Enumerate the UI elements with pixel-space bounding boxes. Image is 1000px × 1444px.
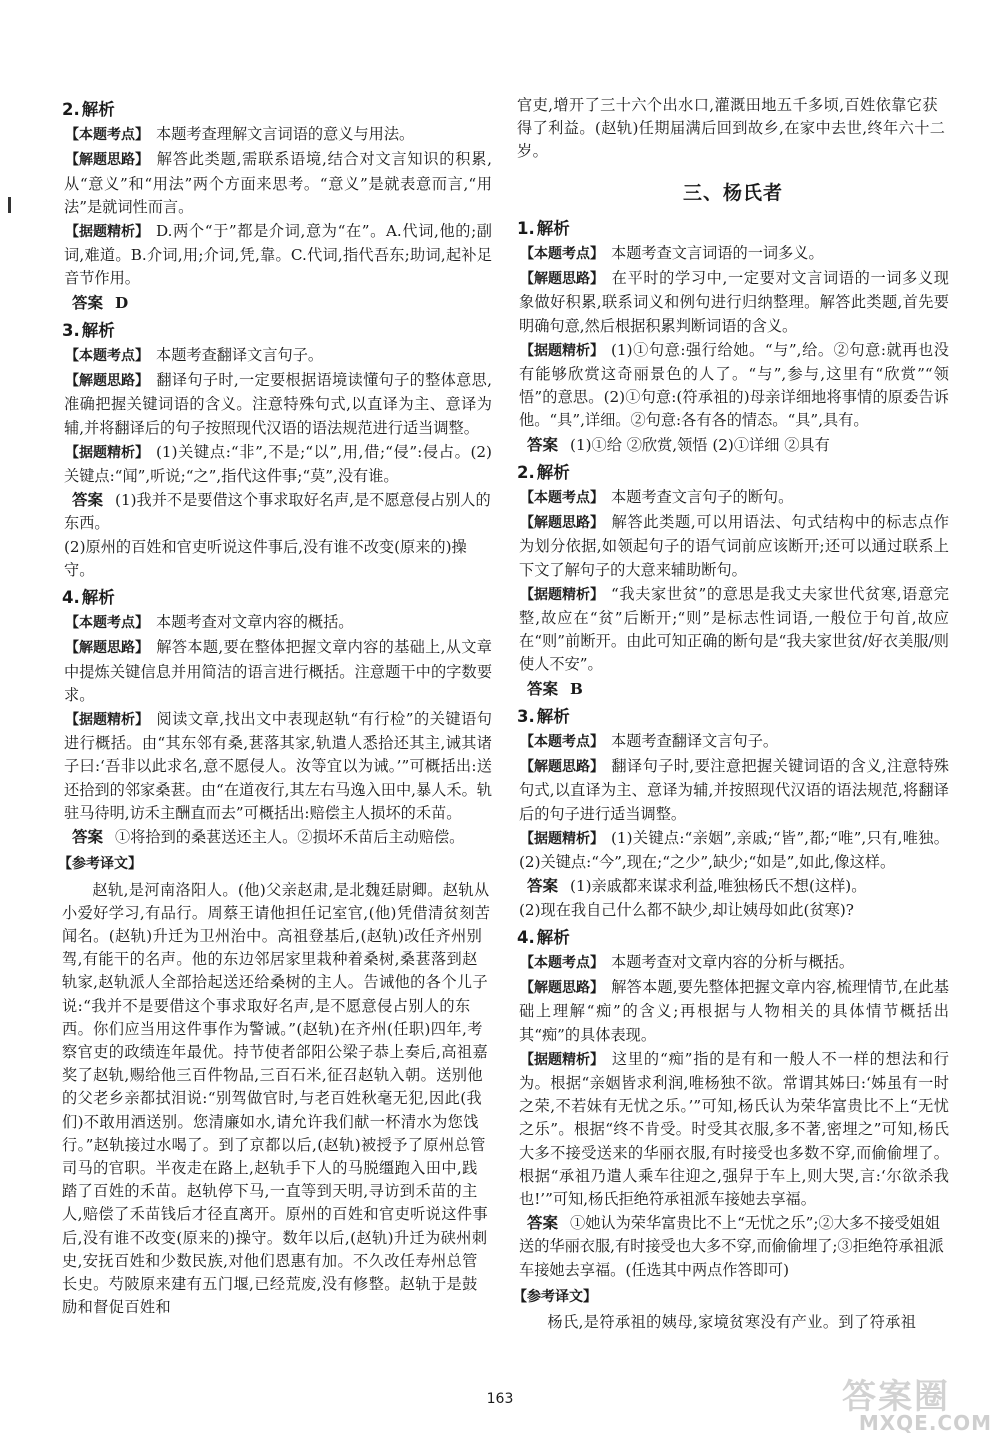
jingxi-text: (1)①句意:强行给她。“与”,给。②句意:就再也没有能够欣赏这奇丽景色的人了。“与”,参与,这里有“欣赏”“领悟”的意思。(2)①句意:(符承祖的)母亲详细地将事情的原委告诉他。“具”,详细。②句意:各有各的情态。“具”,具有。 (519, 340, 949, 430)
kaodian-paragraph (517, 242, 949, 266)
answer-line (517, 678, 949, 701)
silu-text: 翻译句子时,一定要根据语境读懂句子的整体意思,准确把握关键词语的含义。注意特殊句式,以直译为主、意译为辅,并将翻译后的句子按照现代汉语的语法规范进行适当调整。 (64, 371, 492, 437)
jingxi-tag: 【 据题精析 】 (64, 709, 150, 732)
silu-paragraph (517, 511, 949, 582)
silu-paragraph (62, 369, 492, 440)
scan-margin-mark (8, 197, 11, 213)
question-1 (517, 217, 949, 457)
reference-text: 杨氏,是符承祖的姨母,家境贫寒没有产业。到了符承祖 (547, 1312, 917, 1331)
jingxi-text: (1)关键点:“非”,不是;“以”,用,借;“侵”:侵占。(2)关键点:“闻”,听说;“之”,指代这件事;“莫”,没有谁。 (64, 442, 492, 486)
jingxi-paragraph (517, 583, 949, 677)
jingxi-tag: 【 据题精析 】 (519, 340, 605, 363)
answer-line (517, 434, 949, 457)
silu-tag: 【 解题思路 】 (519, 268, 605, 291)
kaodian-text: 本题考查理解文言词语的意义与用法。 (156, 125, 415, 144)
kaodian-tag: 【 本题考点 】 (519, 487, 605, 510)
jingxi-text: D.两个“于”都是介词,意为“在”。A.代词,他的;副词,难道。B.介词,用;介词,凭,靠。C.代词,指代吾东;助词,起补足音节作用。 (64, 222, 492, 288)
answer-label: 答案 (72, 491, 104, 510)
question-heading: 解析 (81, 588, 115, 608)
question-number: 4. (62, 588, 80, 608)
section-title: 三、杨氏者 (682, 181, 783, 204)
kaodian-tag: 【 本题考点 】 (64, 612, 150, 635)
jingxi-text: (1)关键点:“亲姻”,亲戚;“皆”,都;“唯”,只有,唯独。(2)关键点:“今”,现在;“之少”,缺少;“如是”,如此,像这样。 (519, 828, 949, 872)
reference-translation (62, 853, 492, 1319)
jingxi-text: 这里的“痴”指的是有和一般人不一样的想法和行为。根据“亲姻皆求利润,唯杨独不欲。常谓其姊曰:‘姊虽有一时之荣,不若妹有无忧之乐。’”可知,杨氏认为荣华富贵比不上“无忧之乐”。根据“终不肯受。时受其衣服,多不著,密埋之”可知,杨氏大多不接受送来的华丽衣服,有时接受也多数不穿,而偷偷埋了。根据“承祖乃遣人乘车往迎之,强舁于车上,则大哭,言:‘尔欲杀我也!’”可知,杨氏拒绝符承祖派车接她去享福。 (519, 1049, 949, 1208)
answer-text: (1)亲戚都来谋求利益,唯独杨氏不想(这样)。 (570, 877, 867, 896)
kaodian-text: 本题考查对文章内容的分析与概括。 (611, 952, 854, 971)
silu-text: 解答此类题,可以用语法、句式结构中的标志点作为划分依据,如领起句子的语气词前应该断开;还可以通过联系上下文了解句子的大意来辅助断句。 (519, 513, 949, 579)
answer-text: (2)原州的百姓和官吏听说这件事后,没有谁不改变(原来的)操守。 (64, 537, 467, 579)
answer-line (62, 489, 492, 535)
answer-text: D (115, 293, 129, 312)
kaodian-tag: 【 本题考点 】 (64, 124, 150, 147)
question-number: 2. (62, 100, 80, 119)
jingxi-paragraph (517, 827, 949, 874)
question-number: 3. (62, 320, 80, 340)
reference-text: 赵轨,是河南洛阳人。(他)父亲赵肃,是北魏廷尉卿。赵轨从小爱好学习,有品行。周蔡王请他担任记室官,(他)凭借清贫刻苦闻名。(赵轨)升迁为卫州治中。高祖登基后,(赵轨)改任齐州别驾,有能干的名声。他的东边邻居家里栽种着桑树,桑葚落到赵轨家,赵轨派人全部拾起送还给桑树的主人。告诫他的各个儿子说:“我并不是要借这个事求取好名声,是不愿意侵占别人的东西。你们应当用这件事作为警诫。”(赵轨)在齐州(任职)四年,考察官吏的政绩连年最优。持节使者郃阳公梁子恭上奏后,高祖嘉奖了赵轨,赐给他三百件物品,三百石米,征召赵轨入朝。送别他的父老乡亲都拭泪说:“别驾做官时,与老百姓秋毫无犯,因此(我们)不敢用酒送别。您清廉如水,请允许我们献一杯清水为您饯行。”赵轨接过水喝了。到了京都以后,(赵轨)被授予了原州总管司马的官职。半夜走在路上,赵轨手下人的马脱缰跑入田中,践踏了百姓的禾苗。赵轨停下马,一直等到天明,寻访到禾苗的主人,赔偿了禾苗钱后才径直离开。原州的百姓和官吏听说这件事后,没有谁不改变(原来的)操守。数年以后,(赵轨)升迁为硖州刺史,安抚百姓和少数民族,对他们恩惠有加。不久改任寿州总管长史。芍陂原来建有五门堰,已经荒废,没有修整。赵轨于是鼓励和督促百姓和 (62, 880, 491, 1317)
answer-text: (1)我并不是要借这个事求取好名声,是不愿意侵占别人的东西。 (64, 491, 491, 533)
question-heading: 解析 (536, 927, 570, 947)
answer-line (62, 826, 492, 849)
silu-paragraph (517, 976, 949, 1047)
answer-label: 答案 (527, 1214, 559, 1233)
answer-label: 答案 (527, 435, 559, 454)
answer-line (517, 875, 949, 898)
reference-heading: 【 参考译文 】 (513, 1286, 949, 1309)
watermark-logo-text: 答案圈 (842, 1377, 950, 1417)
kaodian-paragraph (62, 611, 492, 635)
silu-paragraph (517, 755, 949, 826)
left-column (62, 94, 492, 1319)
answer-text: (1)①给 ②欣赏,领悟 (2)①详细 ②具有 (570, 435, 830, 454)
kaodian-text: 本题考查文言句子的断句。 (611, 488, 794, 507)
question-number: 1. (517, 218, 535, 238)
silu-paragraph (517, 267, 949, 338)
question-4 (517, 926, 949, 1282)
kaodian-tag: 【 本题考点 】 (519, 243, 605, 266)
answer-text: B (570, 679, 583, 698)
answer-text: ①她认为荣华富贵比不上“无忧之乐”;②大多不接受姐姐送的华丽衣服,有时接受也大多不穿,而偷偷埋了;③拒绝符承祖派车接她去享福。(任选其中两点作答即可) (519, 1214, 944, 1279)
kaodian-paragraph (517, 730, 949, 754)
silu-tag: 【 解题思路 】 (64, 637, 150, 660)
silu-text: 翻译句子时,要注意把握关键词语的含义,注意特殊句式,以直译为主、意译为辅,并按照现代汉语的语法规范,将翻译后的句子进行适当调整。 (519, 757, 949, 823)
silu-text: 解答此类题,需联系语境,结合对文言知识的积累,从“意义”和“用法”两个方面来思考。“意义”是就表意而言,“用法”是就词性而言。 (64, 150, 492, 216)
silu-tag: 【 解题思路 】 (64, 370, 150, 393)
question-number: 2. (517, 462, 535, 482)
silu-text: 解答本题,要先整体把握文章内容,梳理情节,在此基础上理解“痴”的含义;再根据与人物相关的具体情节概括出其“痴”的具体表现。 (519, 978, 949, 1044)
answer-line (62, 292, 492, 315)
site-watermark (842, 1377, 992, 1435)
kaodian-text: 本题考查翻译文言句子。 (156, 346, 324, 365)
watermark-domain: MXQE.COM (858, 1411, 992, 1435)
reference-heading: 【 参考译文 】 (58, 853, 492, 876)
question-heading: 解析 (536, 706, 570, 726)
kaodian-paragraph (517, 951, 949, 975)
answer-label: 答案 (72, 293, 104, 312)
answer-text: ①将拾到的桑葚送还主人。②损坏禾苗后主动赔偿。 (115, 828, 465, 847)
reference-text: 官吏,增开了三十六个出水口,灌溉田地五千多顷,百姓依靠它获得了利益。(赵轨)任期届满后回到故乡,在家中去世,终年六十二岁。 (517, 96, 946, 161)
jingxi-paragraph (62, 441, 492, 488)
question-heading: 解析 (536, 462, 570, 482)
silu-paragraph (62, 148, 492, 219)
kaodian-tag: 【 本题考点 】 (519, 952, 605, 975)
jingxi-tag: 【 据题精析 】 (64, 221, 150, 244)
jingxi-text: “我夫家世贫”的意思是我丈夫家世代贫寒,语意完整,故应在“贫”后断开;“则”是标志性词语,一般位于句首,故应在“则”前断开。由此可知正确的断句是“我夫家世贫/好衣美服/则使人不安”。 (519, 584, 949, 674)
answer-label: 答案 (527, 877, 559, 896)
question-4 (62, 586, 492, 849)
question-2 (517, 461, 949, 701)
question-number: 3. (517, 706, 535, 726)
jingxi-paragraph (62, 708, 492, 825)
question-heading: 解析 (536, 218, 570, 238)
reference-translation-continued (517, 94, 949, 164)
silu-text: 在平时的学习中,一定要对文言词语的一词多义现象做好积累,联系词义和例句进行归纳整理。解答此类题,首先要明确句意,然后根据积累判断词语的含义。 (519, 269, 949, 335)
right-column (517, 94, 949, 1334)
kaodian-paragraph (62, 123, 492, 147)
kaodian-paragraph (62, 344, 492, 368)
question-heading: 解析 (81, 100, 115, 119)
kaodian-paragraph (517, 486, 949, 510)
kaodian-text: 本题考查文言词语的一词多义。 (611, 244, 824, 263)
jingxi-tag: 【 据题精析 】 (519, 1049, 605, 1072)
silu-tag: 【 解题思路 】 (519, 512, 605, 535)
kaodian-text: 本题考查对文章内容的概括。 (156, 613, 354, 632)
kaodian-text: 本题考查翻译文言句子。 (611, 732, 779, 751)
question-heading: 解析 (81, 320, 115, 340)
kaodian-tag: 【 本题考点 】 (519, 731, 605, 754)
answer-line (517, 1212, 949, 1282)
jingxi-tag: 【 据题精析 】 (519, 584, 605, 607)
jingxi-tag: 【 据题精析 】 (519, 828, 605, 851)
jingxi-paragraph (517, 339, 949, 433)
question-number: 4. (517, 927, 535, 947)
silu-paragraph (62, 636, 492, 707)
answer-label: 答案 (527, 679, 559, 698)
answer-text: (2)现在我自己什么都不缺少,却让姨母如此(贫寒)? (519, 900, 854, 919)
kaodian-tag: 【 本题考点 】 (64, 345, 150, 368)
answer-label: 答案 (72, 828, 104, 847)
question-2 (62, 98, 492, 315)
jingxi-tag: 【 据题精析 】 (64, 442, 150, 465)
silu-tag: 【 解题思路 】 (519, 756, 605, 779)
question-3 (517, 705, 949, 922)
page-number: 163 (486, 1391, 514, 1407)
silu-text: 解答本题,要在整体把握文章内容的基础上,从文章中提炼关键信息并用简洁的语言进行概括。注意题干中的字数要求。 (64, 638, 492, 704)
silu-tag: 【 解题思路 】 (519, 977, 605, 1000)
silu-tag: 【 解题思路 】 (64, 149, 150, 172)
question-3 (62, 319, 492, 582)
jingxi-paragraph (517, 1048, 949, 1211)
jingxi-text: 阅读文章,找出文中表现赵轨“有行检”的关键语句进行概括。由“其东邻有桑,葚落其家,轨遣人悉拾还其主,诫其诸子曰:‘吾非以此求名,意不愿侵人。汝等宜以为诫。’”可概括出:送还拾到的邻家桑葚。由“在道夜行,其左右马逸入田中,暴人禾。轨驻马待明,访禾主酬直而去”可概括出:赔偿主人损坏的禾苗。 (64, 710, 492, 822)
reference-translation (517, 1286, 949, 1334)
jingxi-paragraph (62, 220, 492, 291)
